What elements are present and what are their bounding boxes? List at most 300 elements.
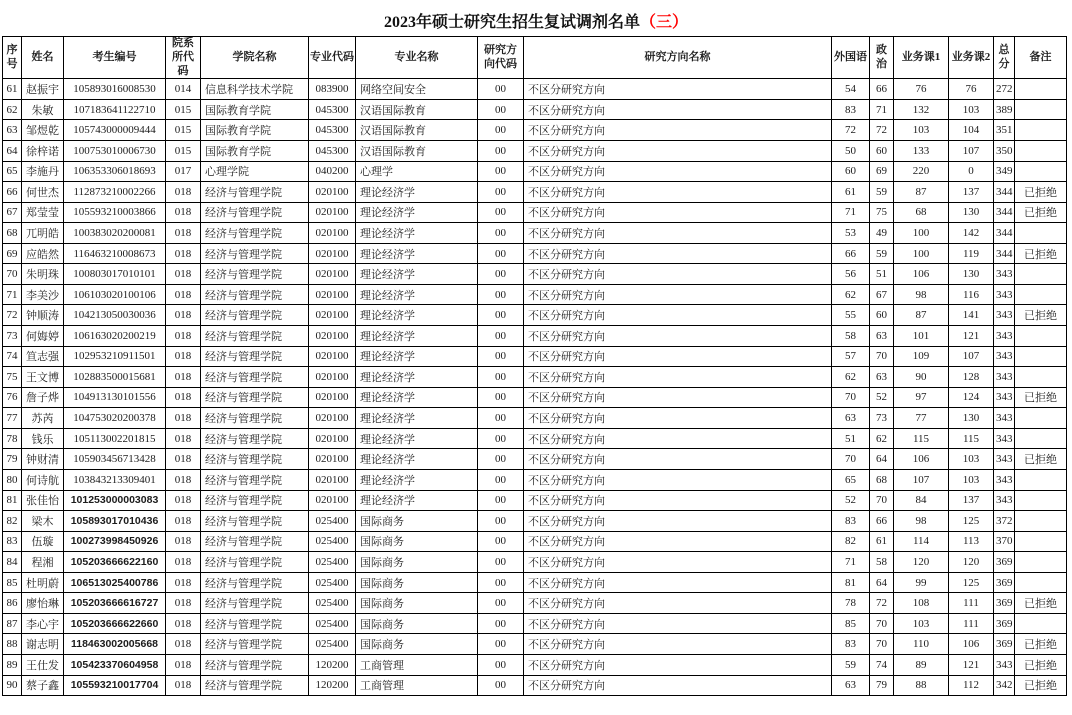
- cell-dept-code: 018: [166, 511, 201, 532]
- cell-direction-code: 00: [478, 264, 524, 285]
- cell-total: 370: [994, 531, 1015, 552]
- cell-direction-name: 不区分研究方向: [524, 469, 832, 490]
- cell-major-code: 020100: [309, 367, 356, 388]
- cell-direction-name: 不区分研究方向: [524, 264, 832, 285]
- cell-course1: 107: [894, 469, 949, 490]
- cell-major-name: 工商管理: [356, 655, 478, 676]
- cell-course2: 130: [949, 264, 994, 285]
- cell-direction-code: 00: [478, 593, 524, 614]
- cell-no: 64: [3, 140, 22, 161]
- cell-total: 343: [994, 387, 1015, 408]
- cell-politics: 68: [870, 469, 894, 490]
- cell-dept-code: 018: [166, 243, 201, 264]
- cell-remark: 已拒绝: [1015, 305, 1067, 326]
- cell-no: 82: [3, 511, 22, 532]
- cell-dept-code: 018: [166, 408, 201, 429]
- cell-candidate-id: 105743000009444: [64, 120, 166, 141]
- cell-no: 78: [3, 428, 22, 449]
- cell-no: 69: [3, 243, 22, 264]
- cell-remark: 已拒绝: [1015, 675, 1067, 696]
- cell-foreign-language: 56: [832, 264, 870, 285]
- cell-no: 83: [3, 531, 22, 552]
- cell-name: 朱敏: [22, 99, 64, 120]
- cell-college: 经济与管理学院: [201, 490, 309, 511]
- cell-foreign-language: 50: [832, 140, 870, 161]
- cell-direction-code: 00: [478, 634, 524, 655]
- cell-major-code: 045300: [309, 99, 356, 120]
- cell-major-name: 理论经济学: [356, 428, 478, 449]
- table-row: [3, 305, 1067, 326]
- cell-name: 谢志明: [22, 634, 64, 655]
- cell-course2: 76: [949, 79, 994, 100]
- cell-no: 77: [3, 408, 22, 429]
- cell-no: 65: [3, 161, 22, 182]
- cell-name: 何世杰: [22, 182, 64, 203]
- header-cell-direction-code: 研究方向代码: [478, 37, 524, 79]
- cell-candidate-id: 106103020100106: [64, 284, 166, 305]
- cell-college: 国际教育学院: [201, 120, 309, 141]
- table-row: [3, 634, 1067, 655]
- cell-major-code: 120200: [309, 655, 356, 676]
- cell-direction-code: 00: [478, 572, 524, 593]
- cell-candidate-id: 106163020200219: [64, 326, 166, 347]
- cell-course2: 111: [949, 613, 994, 634]
- cell-direction-code: 00: [478, 120, 524, 141]
- table-row: [3, 613, 1067, 634]
- cell-college: 经济与管理学院: [201, 449, 309, 470]
- cell-direction-code: 00: [478, 223, 524, 244]
- cell-major-name: 汉语国际教育: [356, 99, 478, 120]
- cell-dept-code: 018: [166, 202, 201, 223]
- cell-major-name: 理论经济学: [356, 202, 478, 223]
- cell-candidate-id: 105903456713428: [64, 449, 166, 470]
- cell-course2: 120: [949, 552, 994, 573]
- cell-total: 343: [994, 469, 1015, 490]
- cell-remark: [1015, 264, 1067, 285]
- cell-foreign-language: 82: [832, 531, 870, 552]
- cell-remark: [1015, 223, 1067, 244]
- cell-politics: 61: [870, 531, 894, 552]
- cell-dept-code: 017: [166, 161, 201, 182]
- cell-major-code: 020100: [309, 346, 356, 367]
- cell-college: 经济与管理学院: [201, 593, 309, 614]
- cell-remark: [1015, 428, 1067, 449]
- cell-foreign-language: 63: [832, 408, 870, 429]
- cell-course2: 111: [949, 593, 994, 614]
- cell-major-name: 理论经济学: [356, 408, 478, 429]
- cell-major-name: 工商管理: [356, 675, 478, 696]
- cell-politics: 60: [870, 140, 894, 161]
- cell-college: 经济与管理学院: [201, 408, 309, 429]
- cell-college: 经济与管理学院: [201, 367, 309, 388]
- cell-foreign-language: 60: [832, 161, 870, 182]
- cell-course1: 220: [894, 161, 949, 182]
- cell-total: 343: [994, 655, 1015, 676]
- cell-total: 343: [994, 367, 1015, 388]
- table-row: [3, 161, 1067, 182]
- cell-total: 343: [994, 346, 1015, 367]
- cell-name: 程湘: [22, 552, 64, 573]
- cell-major-code: 020100: [309, 243, 356, 264]
- cell-major-code: 025400: [309, 593, 356, 614]
- cell-course2: 121: [949, 326, 994, 347]
- cell-total: 372: [994, 511, 1015, 532]
- cell-major-code: 020100: [309, 428, 356, 449]
- cell-remark: [1015, 572, 1067, 593]
- cell-no: 72: [3, 305, 22, 326]
- page-title-suffix: （三）: [640, 14, 689, 31]
- table-row: [3, 202, 1067, 223]
- cell-direction-name: 不区分研究方向: [524, 428, 832, 449]
- cell-name: 杜明蔚: [22, 572, 64, 593]
- cell-name: 梁木: [22, 511, 64, 532]
- cell-remark: [1015, 552, 1067, 573]
- header-cell-college: 学院名称: [201, 37, 309, 79]
- cell-course1: 114: [894, 531, 949, 552]
- cell-name: 苏芮: [22, 408, 64, 429]
- cell-remark: 已拒绝: [1015, 182, 1067, 203]
- cell-no: 68: [3, 223, 22, 244]
- cell-no: 62: [3, 99, 22, 120]
- table-row: [3, 428, 1067, 449]
- cell-foreign-language: 70: [832, 387, 870, 408]
- cell-foreign-language: 83: [832, 511, 870, 532]
- cell-course2: 130: [949, 202, 994, 223]
- cell-politics: 51: [870, 264, 894, 285]
- cell-college: 经济与管理学院: [201, 284, 309, 305]
- cell-college: 经济与管理学院: [201, 531, 309, 552]
- cell-major-code: 025400: [309, 531, 356, 552]
- cell-college: 经济与管理学院: [201, 243, 309, 264]
- cell-direction-code: 00: [478, 613, 524, 634]
- cell-course1: 110: [894, 634, 949, 655]
- cell-remark: [1015, 367, 1067, 388]
- cell-dept-code: 018: [166, 305, 201, 326]
- cell-name: 钟财清: [22, 449, 64, 470]
- table-row: [3, 511, 1067, 532]
- cell-no: 79: [3, 449, 22, 470]
- cell-total: 343: [994, 326, 1015, 347]
- cell-candidate-id: 105893017010436: [64, 511, 166, 532]
- table-row: [3, 120, 1067, 141]
- cell-major-code: 020100: [309, 284, 356, 305]
- cell-politics: 66: [870, 511, 894, 532]
- cell-course1: 103: [894, 613, 949, 634]
- cell-candidate-id: 102953210911501: [64, 346, 166, 367]
- cell-politics: 59: [870, 243, 894, 264]
- header-cell-name: 姓名: [22, 37, 64, 79]
- cell-foreign-language: 85: [832, 613, 870, 634]
- table-row: [3, 675, 1067, 696]
- cell-name: 朱明珠: [22, 264, 64, 285]
- cell-candidate-id: 105423370604958: [64, 655, 166, 676]
- cell-candidate-id: 105203666622660: [64, 613, 166, 634]
- cell-major-code: 020100: [309, 202, 356, 223]
- cell-dept-code: 018: [166, 387, 201, 408]
- roster-table: [2, 36, 1067, 696]
- cell-candidate-id: 100803017010101: [64, 264, 166, 285]
- cell-major-name: 理论经济学: [356, 305, 478, 326]
- table-row: [3, 326, 1067, 347]
- cell-name: 张佳怡: [22, 490, 64, 511]
- cell-course1: 88: [894, 675, 949, 696]
- cell-candidate-id: 112873210002266: [64, 182, 166, 203]
- cell-remark: [1015, 161, 1067, 182]
- cell-name: 兀明皓: [22, 223, 64, 244]
- cell-name: 应皓然: [22, 243, 64, 264]
- cell-course2: 113: [949, 531, 994, 552]
- cell-remark: [1015, 346, 1067, 367]
- cell-no: 66: [3, 182, 22, 203]
- table-row: [3, 449, 1067, 470]
- cell-course2: 0: [949, 161, 994, 182]
- cell-politics: 75: [870, 202, 894, 223]
- cell-course2: 106: [949, 634, 994, 655]
- cell-direction-name: 不区分研究方向: [524, 387, 832, 408]
- cell-course1: 77: [894, 408, 949, 429]
- cell-major-name: 理论经济学: [356, 490, 478, 511]
- cell-course2: 103: [949, 99, 994, 120]
- cell-major-name: 国际商务: [356, 593, 478, 614]
- cell-no: 89: [3, 655, 22, 676]
- cell-foreign-language: 52: [832, 490, 870, 511]
- cell-dept-code: 018: [166, 613, 201, 634]
- cell-candidate-id: 106353306018693: [64, 161, 166, 182]
- cell-name: 伍璇: [22, 531, 64, 552]
- cell-foreign-language: 66: [832, 243, 870, 264]
- cell-name: 邹煜乾: [22, 120, 64, 141]
- cell-course1: 108: [894, 593, 949, 614]
- cell-course2: 128: [949, 367, 994, 388]
- cell-college: 经济与管理学院: [201, 469, 309, 490]
- cell-foreign-language: 71: [832, 552, 870, 573]
- cell-no: 74: [3, 346, 22, 367]
- cell-politics: 70: [870, 634, 894, 655]
- cell-course1: 103: [894, 120, 949, 141]
- cell-politics: 72: [870, 120, 894, 141]
- cell-candidate-id: 104913130101556: [64, 387, 166, 408]
- cell-dept-code: 014: [166, 79, 201, 100]
- cell-course2: 130: [949, 408, 994, 429]
- cell-dept-code: 018: [166, 490, 201, 511]
- cell-name: 徐梓诺: [22, 140, 64, 161]
- cell-politics: 49: [870, 223, 894, 244]
- cell-politics: 69: [870, 161, 894, 182]
- cell-total: 389: [994, 99, 1015, 120]
- cell-politics: 64: [870, 449, 894, 470]
- cell-candidate-id: 100273998450926: [64, 531, 166, 552]
- cell-major-name: 理论经济学: [356, 182, 478, 203]
- cell-total: 369: [994, 593, 1015, 614]
- table-row: [3, 469, 1067, 490]
- cell-politics: 70: [870, 346, 894, 367]
- table-row: [3, 140, 1067, 161]
- cell-direction-code: 00: [478, 367, 524, 388]
- cell-foreign-language: 70: [832, 449, 870, 470]
- cell-foreign-language: 57: [832, 346, 870, 367]
- cell-no: 86: [3, 593, 22, 614]
- table-row: [3, 99, 1067, 120]
- cell-remark: [1015, 99, 1067, 120]
- cell-foreign-language: 63: [832, 675, 870, 696]
- cell-course2: 116: [949, 284, 994, 305]
- cell-dept-code: 015: [166, 120, 201, 141]
- cell-major-code: 025400: [309, 552, 356, 573]
- cell-politics: 73: [870, 408, 894, 429]
- cell-course1: 76: [894, 79, 949, 100]
- cell-course1: 90: [894, 367, 949, 388]
- cell-candidate-id: 107183641122710: [64, 99, 166, 120]
- cell-direction-code: 00: [478, 449, 524, 470]
- cell-direction-code: 00: [478, 284, 524, 305]
- cell-direction-code: 00: [478, 182, 524, 203]
- cell-name: 郑莹莹: [22, 202, 64, 223]
- cell-candidate-id: 105113002201815: [64, 428, 166, 449]
- cell-name: 李施丹: [22, 161, 64, 182]
- cell-dept-code: 018: [166, 552, 201, 573]
- cell-remark: 已拒绝: [1015, 634, 1067, 655]
- cell-politics: 66: [870, 79, 894, 100]
- header-cell-no: 序号: [3, 37, 22, 79]
- cell-major-code: 045300: [309, 120, 356, 141]
- cell-foreign-language: 59: [832, 655, 870, 676]
- cell-no: 75: [3, 367, 22, 388]
- cell-candidate-id: 104753020200378: [64, 408, 166, 429]
- cell-major-name: 理论经济学: [356, 387, 478, 408]
- cell-major-name: 理论经济学: [356, 367, 478, 388]
- cell-politics: 72: [870, 593, 894, 614]
- cell-course1: 109: [894, 346, 949, 367]
- cell-remark: 已拒绝: [1015, 593, 1067, 614]
- cell-name: 何诗航: [22, 469, 64, 490]
- table-row: [3, 490, 1067, 511]
- cell-major-code: 020100: [309, 264, 356, 285]
- cell-dept-code: 018: [166, 634, 201, 655]
- cell-politics: 70: [870, 613, 894, 634]
- cell-course1: 84: [894, 490, 949, 511]
- cell-college: 经济与管理学院: [201, 182, 309, 203]
- cell-college: 经济与管理学院: [201, 202, 309, 223]
- cell-no: 70: [3, 264, 22, 285]
- cell-college: 经济与管理学院: [201, 675, 309, 696]
- cell-remark: [1015, 284, 1067, 305]
- cell-major-code: 025400: [309, 572, 356, 593]
- cell-total: 349: [994, 161, 1015, 182]
- cell-remark: [1015, 490, 1067, 511]
- cell-dept-code: 018: [166, 346, 201, 367]
- header-cell-course2: 业务课2: [949, 37, 994, 79]
- cell-college: 心理学院: [201, 161, 309, 182]
- cell-course2: 115: [949, 428, 994, 449]
- table-row: [3, 223, 1067, 244]
- cell-total: 343: [994, 284, 1015, 305]
- cell-college: 经济与管理学院: [201, 511, 309, 532]
- cell-name: 蔡子鑫: [22, 675, 64, 696]
- cell-direction-code: 00: [478, 99, 524, 120]
- cell-politics: 64: [870, 572, 894, 593]
- cell-dept-code: 018: [166, 675, 201, 696]
- cell-major-name: 理论经济学: [356, 346, 478, 367]
- cell-name: 笪志强: [22, 346, 64, 367]
- cell-course2: 141: [949, 305, 994, 326]
- cell-direction-name: 不区分研究方向: [524, 367, 832, 388]
- cell-course2: 137: [949, 490, 994, 511]
- cell-course2: 121: [949, 655, 994, 676]
- cell-name: 何娒婷: [22, 326, 64, 347]
- cell-college: 经济与管理学院: [201, 428, 309, 449]
- cell-candidate-id: 102883500015681: [64, 367, 166, 388]
- cell-college: 经济与管理学院: [201, 613, 309, 634]
- cell-candidate-id: 105593210003866: [64, 202, 166, 223]
- cell-major-name: 理论经济学: [356, 223, 478, 244]
- cell-no: 73: [3, 326, 22, 347]
- cell-course2: 104: [949, 120, 994, 141]
- cell-direction-code: 00: [478, 531, 524, 552]
- cell-direction-name: 不区分研究方向: [524, 593, 832, 614]
- table-row: [3, 531, 1067, 552]
- cell-candidate-id: 100383020200081: [64, 223, 166, 244]
- cell-remark: [1015, 469, 1067, 490]
- cell-politics: 52: [870, 387, 894, 408]
- cell-direction-name: 不区分研究方向: [524, 408, 832, 429]
- cell-dept-code: 018: [166, 284, 201, 305]
- cell-foreign-language: 53: [832, 223, 870, 244]
- cell-remark: 已拒绝: [1015, 387, 1067, 408]
- cell-no: 85: [3, 572, 22, 593]
- table-row: [3, 367, 1067, 388]
- cell-total: 272: [994, 79, 1015, 100]
- cell-major-name: 国际商务: [356, 552, 478, 573]
- header-cell-politics: 政治: [870, 37, 894, 79]
- cell-course2: 103: [949, 469, 994, 490]
- cell-major-name: 理论经济学: [356, 284, 478, 305]
- cell-no: 84: [3, 552, 22, 573]
- cell-course1: 89: [894, 655, 949, 676]
- cell-direction-name: 不区分研究方向: [524, 634, 832, 655]
- cell-direction-name: 不区分研究方向: [524, 552, 832, 573]
- header-cell-major-code: 专业代码: [309, 37, 356, 79]
- cell-candidate-id: 104213050030036: [64, 305, 166, 326]
- cell-course2: 112: [949, 675, 994, 696]
- cell-politics: 71: [870, 99, 894, 120]
- cell-direction-code: 00: [478, 346, 524, 367]
- cell-major-name: 国际商务: [356, 572, 478, 593]
- cell-remark: [1015, 79, 1067, 100]
- header-cell-major-name: 专业名称: [356, 37, 478, 79]
- cell-candidate-id: 105893016008530: [64, 79, 166, 100]
- cell-remark: 已拒绝: [1015, 449, 1067, 470]
- cell-major-code: 020100: [309, 326, 356, 347]
- cell-major-code: 020100: [309, 182, 356, 203]
- cell-direction-code: 00: [478, 243, 524, 264]
- cell-direction-name: 不区分研究方向: [524, 449, 832, 470]
- cell-major-name: 理论经济学: [356, 264, 478, 285]
- page-title: [0, 0, 1072, 36]
- cell-no: 88: [3, 634, 22, 655]
- table-row: [3, 243, 1067, 264]
- cell-direction-code: 00: [478, 305, 524, 326]
- cell-total: 342: [994, 675, 1015, 696]
- cell-dept-code: 018: [166, 264, 201, 285]
- header-cell-dept-code: 院系所代码: [166, 37, 201, 79]
- cell-major-code: 025400: [309, 511, 356, 532]
- cell-dept-code: 015: [166, 140, 201, 161]
- cell-major-name: 理论经济学: [356, 469, 478, 490]
- cell-major-name: 国际商务: [356, 634, 478, 655]
- cell-dept-code: 018: [166, 572, 201, 593]
- cell-course1: 115: [894, 428, 949, 449]
- cell-politics: 63: [870, 367, 894, 388]
